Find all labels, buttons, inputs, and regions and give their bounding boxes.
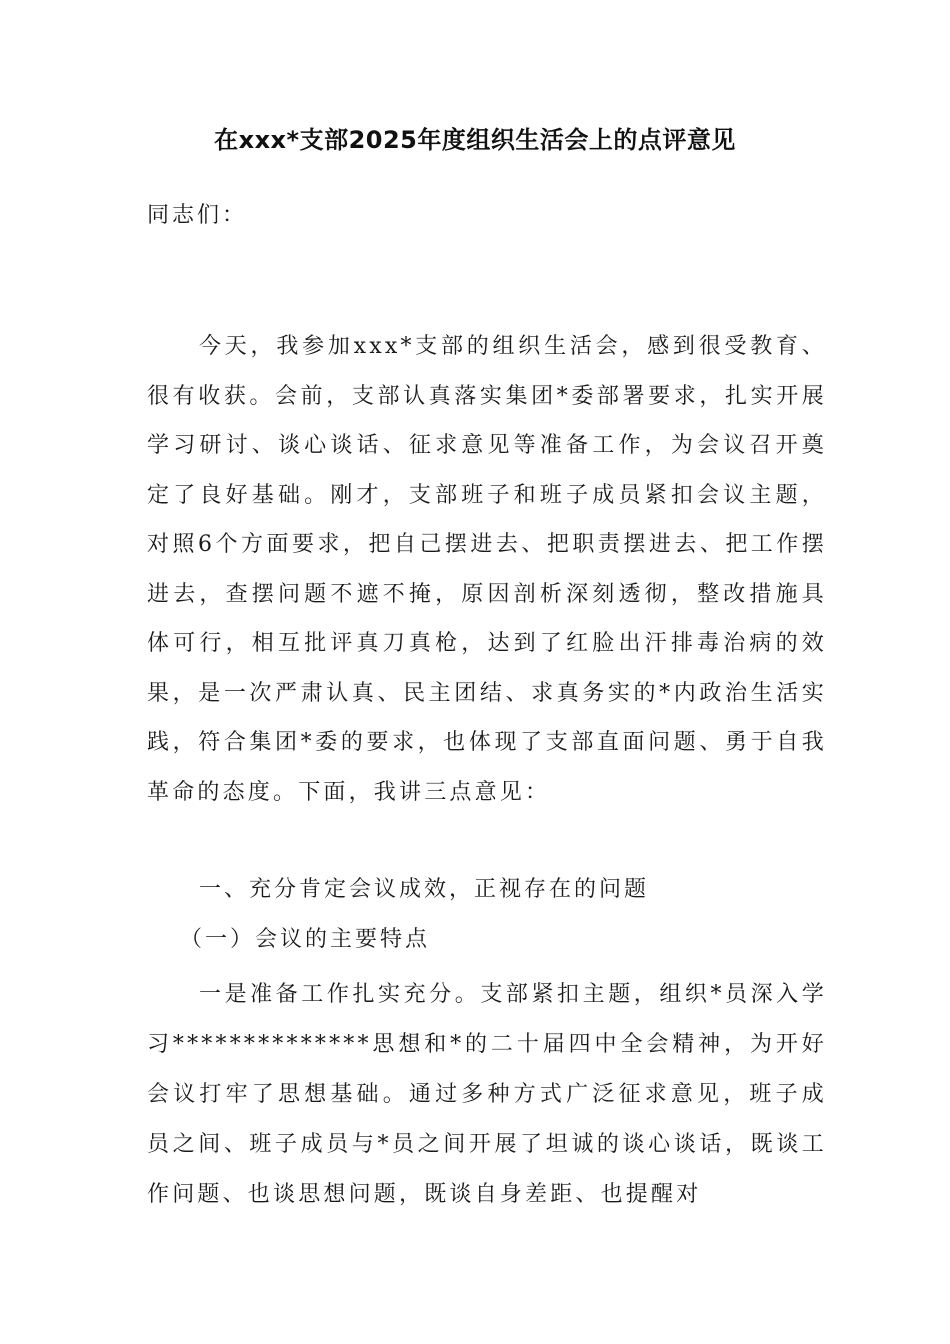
body-paragraph-2: 一是准备工作扎实充分。支部紧扣主题，组织*员深入学习**************思想和*的二十届四中全会精神，为开好会议打牢了思想基础。通过多种方式广泛征求意见，班子成员之间、班子成员与*员之间开展了坦诚的谈心谈话，既谈工作问题、也谈思想问题，既谈自身差距、也提醒对: [147, 982, 827, 1207]
body-paragraph-1: 今天，我参加xxx*支部的组织生活会，感到很受教育、很有收获。会前，支部认真落实集团*委部署要求，扎实开展学习研讨、谈心谈话、征求意见等准备工作，为会议召开奠定了良好基础。刚才，支部班子和班子成员紧扣会议主题，对照6个方面要求，把自己摆进去、把职责摆进去、把工作摆进去，查摆问题不遮不掩，原因剖析深刻透彻，整改措施具体可行，相互批评真刀真枪，达到了红脸出汗排毒治病的效果，是一次严肃认真、民主团结、求真务实的*内政治生活实践，符合集团*委的要求，也体现了支部直面问题、勇于自我革命的态度。下面，我讲三点意见：: [147, 334, 827, 805]
greeting: 同志们：: [147, 203, 248, 228]
subsection-heading: （一）会议的主要特点: [180, 927, 431, 952]
section-heading: 一、充分肯定会议成效，正视存在的问题: [199, 877, 650, 902]
document-title: 在xxx*支部2025年度组织生活会上的点评意见: [214, 126, 736, 154]
